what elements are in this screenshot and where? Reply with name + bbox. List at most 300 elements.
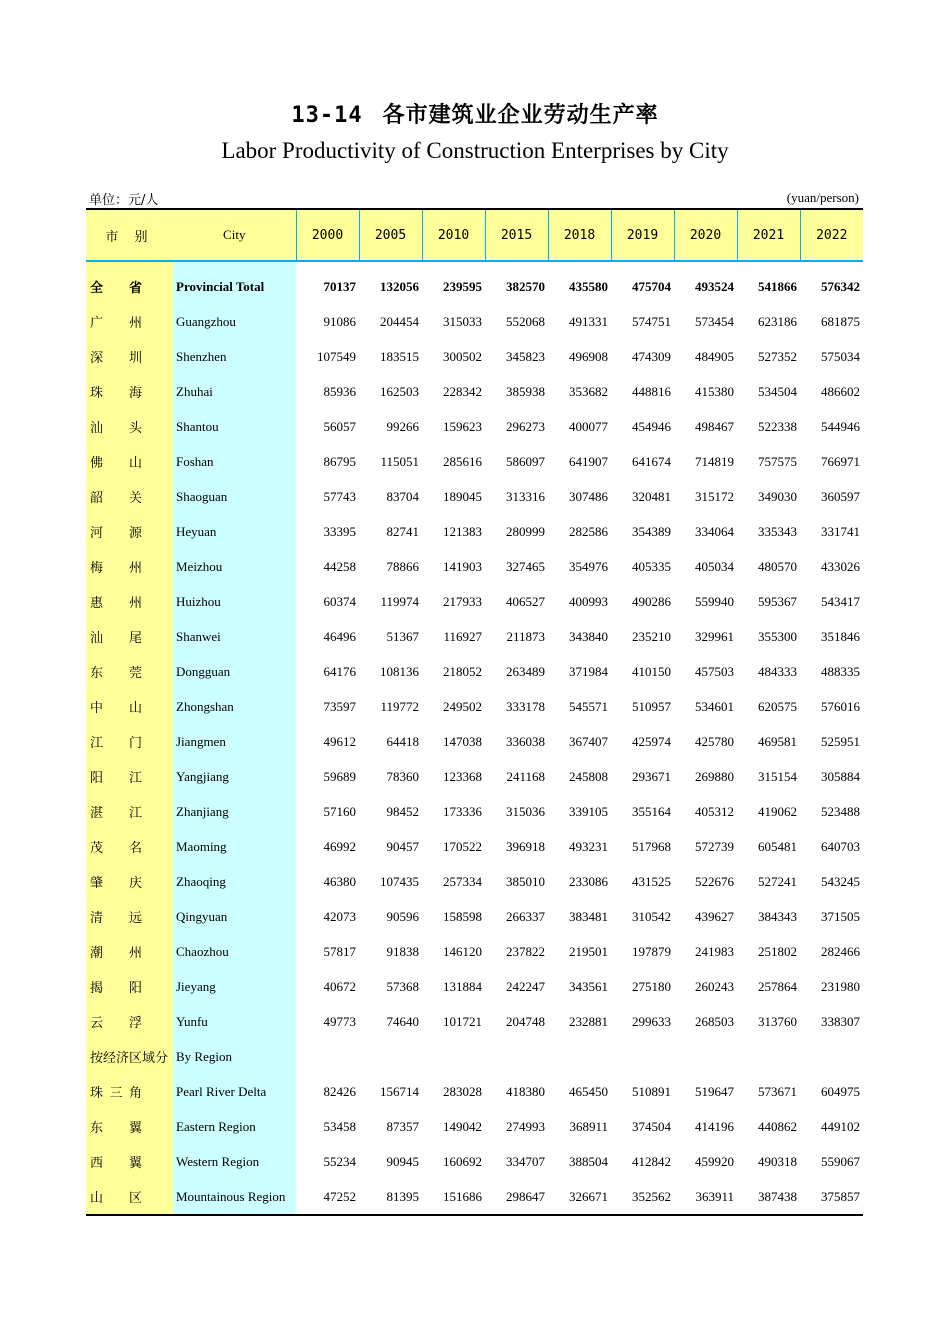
row-label-cn-text: 河源 [90, 526, 142, 541]
value-cell: 484905 [695, 348, 734, 364]
row-label-cn-text: 按经济区域分 [90, 1051, 169, 1066]
value-cell: 47252 [296, 1179, 359, 1215]
value-cell: 433026 [821, 558, 860, 574]
page-title-cn [0, 98, 950, 129]
header-year: 2000 [296, 209, 359, 261]
value-cell: 523488 [821, 803, 860, 819]
value-cell: 498467 [695, 418, 734, 434]
value-cell: 490286 [632, 593, 671, 609]
value-cell: 46496 [323, 628, 356, 644]
value-cell: 123368 [443, 768, 482, 784]
value-cell: 60374 [323, 593, 356, 609]
value-cell: 251802 [758, 943, 797, 959]
value-cell: 151686 [422, 1179, 485, 1215]
data-table [86, 208, 863, 1216]
value-cell: 351846 [821, 628, 860, 644]
value-cell: 331741 [821, 523, 860, 539]
table-row [86, 654, 863, 689]
row-label-cn [86, 654, 173, 689]
value-cell: 315033 [443, 313, 482, 329]
value-cell: 298647 [485, 1179, 548, 1215]
value-cell: 415380 [695, 383, 734, 399]
value-cell: 326671 [548, 1179, 611, 1215]
row-label-cn-text: 揭阳 [90, 981, 142, 996]
value-cell: 239595 [443, 278, 482, 294]
value-cell: 59689 [323, 768, 356, 784]
value-cell: 170522 [443, 838, 482, 854]
row-label-cn-text: 汕头 [90, 421, 142, 436]
header-year: 2005 [359, 209, 422, 261]
value-cell: 490318 [758, 1153, 797, 1169]
value-cell: 385938 [506, 383, 545, 399]
row-label-cn [86, 584, 173, 619]
value-cell: 517968 [632, 838, 671, 854]
value-cell: 545571 [569, 698, 608, 714]
value-cell: 87357 [386, 1118, 419, 1134]
title-cn-text: 各市建筑业企业劳动生产率 [382, 103, 659, 128]
header-year: 2021 [737, 209, 800, 261]
row-label-cn-text: 广州 [90, 316, 142, 331]
value-cell: 493524 [695, 278, 734, 294]
value-cell: 266337 [506, 908, 545, 924]
row-label-cn-text: 梅州 [90, 561, 142, 576]
value-cell: 576342 [821, 278, 860, 294]
value-cell: 307486 [569, 488, 608, 504]
value-cell: 147038 [443, 733, 482, 749]
row-label-en: Yunfu [173, 1004, 296, 1039]
value-cell: 486602 [821, 383, 860, 399]
row-label-cn-text: 肇庆 [90, 876, 142, 891]
value-cell: 354976 [569, 558, 608, 574]
value-cell: 334707 [506, 1153, 545, 1169]
table-row [86, 899, 863, 934]
value-cell [422, 1039, 485, 1074]
value-cell: 90596 [386, 908, 419, 924]
table-row [86, 969, 863, 1004]
value-cell: 576016 [821, 698, 860, 714]
table-row [86, 689, 863, 724]
value-cell: 217933 [443, 593, 482, 609]
row-label-cn [86, 969, 173, 1004]
row-label-cn-text: 汕尾 [90, 631, 142, 646]
row-label-cn [86, 374, 173, 409]
value-cell: 425780 [695, 733, 734, 749]
value-cell: 385010 [506, 873, 545, 889]
value-cell: 343840 [569, 628, 608, 644]
value-cell: 149042 [443, 1118, 482, 1134]
row-label-en: Dongguan [173, 654, 296, 689]
value-cell: 107549 [317, 348, 356, 364]
value-cell: 375857 [800, 1179, 863, 1215]
value-cell: 64176 [323, 663, 356, 679]
value-cell: 70137 [323, 278, 356, 294]
value-cell: 641674 [632, 453, 671, 469]
value-cell: 204454 [380, 313, 419, 329]
row-label-en: Jieyang [173, 969, 296, 1004]
row-label-en: By Region [173, 1039, 296, 1074]
row-label-cn-text: 山区 [90, 1191, 142, 1206]
value-cell: 573454 [695, 313, 734, 329]
value-cell: 354389 [632, 523, 671, 539]
value-cell: 269880 [695, 768, 734, 784]
value-cell: 300502 [443, 348, 482, 364]
value-cell: 714819 [695, 453, 734, 469]
value-cell: 42073 [323, 908, 356, 924]
value-cell: 82426 [323, 1083, 356, 1099]
value-cell: 83704 [386, 488, 419, 504]
value-cell [737, 1039, 800, 1074]
value-cell: 541866 [758, 278, 797, 294]
table-row [86, 479, 863, 514]
value-cell: 235210 [632, 628, 671, 644]
value-cell: 282466 [821, 943, 860, 959]
row-label-cn-text: 惠州 [90, 596, 142, 611]
row-label-cn [86, 514, 173, 549]
value-cell: 101721 [443, 1013, 482, 1029]
value-cell: 480570 [758, 558, 797, 574]
value-cell: 681875 [821, 313, 860, 329]
row-label-cn-text: 茂名 [90, 841, 142, 856]
value-cell: 405034 [695, 558, 734, 574]
value-cell: 141903 [443, 558, 482, 574]
row-label-cn [86, 269, 173, 304]
value-cell: 475704 [632, 278, 671, 294]
value-cell: 449102 [821, 1118, 860, 1134]
value-cell: 572739 [695, 838, 734, 854]
table-row [86, 339, 863, 374]
row-label-en: Shanwei [173, 619, 296, 654]
value-cell: 305884 [821, 768, 860, 784]
value-cell: 367407 [569, 733, 608, 749]
value-cell: 263489 [506, 663, 545, 679]
row-label-en: Huizhou [173, 584, 296, 619]
value-cell: 245808 [569, 768, 608, 784]
row-label-cn-text: 韶关 [90, 491, 142, 506]
row-label-cn [86, 479, 173, 514]
value-cell: 387438 [737, 1179, 800, 1215]
value-cell: 260243 [695, 978, 734, 994]
row-label-cn-text: 全省 [90, 281, 142, 296]
value-cell: 64418 [386, 733, 419, 749]
row-label-cn [86, 1144, 173, 1179]
value-cell: 414196 [695, 1118, 734, 1134]
value-cell: 73597 [323, 698, 356, 714]
table-row [86, 619, 863, 654]
value-cell: 90457 [386, 838, 419, 854]
table-row [86, 1109, 863, 1144]
row-label-en: Shenzhen [173, 339, 296, 374]
value-cell: 299633 [632, 1013, 671, 1029]
value-cell: 49773 [323, 1013, 356, 1029]
table-header-row [86, 209, 863, 261]
value-cell: 334064 [695, 523, 734, 539]
table-number: 13-14 [291, 103, 363, 128]
value-cell: 766971 [821, 453, 860, 469]
value-cell: 116927 [443, 628, 482, 644]
value-cell: 396918 [506, 838, 545, 854]
row-label-en: Zhanjiang [173, 794, 296, 829]
value-cell: 115051 [380, 453, 419, 469]
value-cell: 57743 [323, 488, 356, 504]
value-cell: 543417 [821, 593, 860, 609]
table-row [86, 514, 863, 549]
row-label-en: Mountainous Region [173, 1179, 296, 1215]
value-cell: 559940 [695, 593, 734, 609]
value-cell: 162503 [380, 383, 419, 399]
row-label-cn [86, 899, 173, 934]
value-cell: 419062 [758, 803, 797, 819]
value-cell: 91086 [323, 313, 356, 329]
value-cell: 448816 [632, 383, 671, 399]
value-cell: 465450 [569, 1083, 608, 1099]
value-cell: 268503 [695, 1013, 734, 1029]
unit-label-en: (yuan/person) [786, 190, 859, 205]
table-row [86, 444, 863, 479]
value-cell: 620575 [758, 698, 797, 714]
value-cell: 641907 [569, 453, 608, 469]
table-row [86, 934, 863, 969]
spacer-row [86, 261, 863, 269]
row-label-cn-text: 云浮 [90, 1016, 142, 1031]
value-cell: 355300 [758, 628, 797, 644]
row-label-cn [86, 1039, 173, 1074]
value-cell: 345823 [506, 348, 545, 364]
table-row [86, 1039, 863, 1074]
header-city-cn: 市 别 [86, 209, 173, 261]
value-cell: 146120 [443, 943, 482, 959]
table-row [86, 759, 863, 794]
value-cell: 412842 [632, 1153, 671, 1169]
value-cell: 519647 [695, 1083, 734, 1099]
table-row [86, 409, 863, 444]
page-title-en: Labor Productivity of Construction Enterprises by City [221, 138, 729, 163]
value-cell: 586097 [506, 453, 545, 469]
value-cell: 158598 [443, 908, 482, 924]
value-cell: 400077 [569, 418, 608, 434]
value-cell [674, 1039, 737, 1074]
value-cell: 405335 [632, 558, 671, 574]
value-cell: 435580 [569, 278, 608, 294]
value-cell: 56057 [323, 418, 356, 434]
value-cell: 173336 [443, 803, 482, 819]
value-cell: 527352 [758, 348, 797, 364]
value-cell: 605481 [758, 838, 797, 854]
value-cell: 233086 [569, 873, 608, 889]
value-cell: 55234 [323, 1153, 356, 1169]
value-cell: 156714 [380, 1083, 419, 1099]
value-cell: 640703 [821, 838, 860, 854]
value-cell [800, 1039, 863, 1074]
row-label-cn [86, 829, 173, 864]
value-cell: 315172 [695, 488, 734, 504]
value-cell: 197879 [632, 943, 671, 959]
table-row [86, 1179, 863, 1215]
row-label-cn-text: 清远 [90, 911, 142, 926]
value-cell: 491331 [569, 313, 608, 329]
table-row [86, 584, 863, 619]
value-cell: 320481 [632, 488, 671, 504]
value-cell: 257864 [758, 978, 797, 994]
value-cell [359, 1039, 422, 1074]
value-cell: 623186 [758, 313, 797, 329]
row-label-cn-text: 珠三角 [90, 1086, 142, 1101]
value-cell: 218052 [443, 663, 482, 679]
value-cell: 604975 [821, 1083, 860, 1099]
value-cell: 360597 [821, 488, 860, 504]
value-cell: 371984 [569, 663, 608, 679]
value-cell: 573671 [758, 1083, 797, 1099]
value-cell [485, 1039, 548, 1074]
row-label-cn [86, 794, 173, 829]
value-cell: 595367 [758, 593, 797, 609]
row-label-cn [86, 759, 173, 794]
value-cell: 355164 [632, 803, 671, 819]
table-row [86, 549, 863, 584]
value-cell: 74640 [386, 1013, 419, 1029]
table-row [86, 269, 863, 304]
value-cell: 296273 [506, 418, 545, 434]
row-label-en: Provincial Total [173, 269, 296, 304]
row-label-cn-text: 深圳 [90, 351, 142, 366]
value-cell: 575034 [821, 348, 860, 364]
row-label-en: Zhaoqing [173, 864, 296, 899]
table-row [86, 724, 863, 759]
row-label-cn [86, 689, 173, 724]
header-year: 2020 [674, 209, 737, 261]
value-cell: 285616 [443, 453, 482, 469]
value-cell: 131884 [443, 978, 482, 994]
value-cell: 493231 [569, 838, 608, 854]
row-label-cn [86, 934, 173, 969]
value-cell: 552068 [506, 313, 545, 329]
value-cell: 525951 [821, 733, 860, 749]
value-cell: 382570 [506, 278, 545, 294]
value-cell: 383481 [569, 908, 608, 924]
value-cell: 132056 [380, 278, 419, 294]
value-cell: 534601 [695, 698, 734, 714]
value-cell: 160692 [443, 1153, 482, 1169]
value-cell: 418380 [506, 1083, 545, 1099]
row-label-en: Qingyuan [173, 899, 296, 934]
row-label-en: Western Region [173, 1144, 296, 1179]
value-cell: 40672 [323, 978, 356, 994]
value-cell: 275180 [632, 978, 671, 994]
value-cell: 388504 [569, 1153, 608, 1169]
value-cell: 86795 [323, 453, 356, 469]
value-cell: 522338 [758, 418, 797, 434]
value-cell: 522676 [695, 873, 734, 889]
value-cell: 242247 [506, 978, 545, 994]
value-cell: 343561 [569, 978, 608, 994]
row-label-cn-text: 佛山 [90, 456, 142, 471]
row-label-cn-text: 西翼 [90, 1156, 142, 1171]
value-cell: 108136 [380, 663, 419, 679]
value-cell: 85936 [323, 383, 356, 399]
value-cell: 353682 [569, 383, 608, 399]
row-label-cn-text: 东翼 [90, 1121, 142, 1136]
value-cell: 352562 [611, 1179, 674, 1215]
table-row [86, 304, 863, 339]
value-cell: 559067 [821, 1153, 860, 1169]
table-row [86, 794, 863, 829]
row-label-en: Guangzhou [173, 304, 296, 339]
value-cell: 57160 [323, 803, 356, 819]
table-row [86, 1004, 863, 1039]
value-cell: 78360 [386, 768, 419, 784]
value-cell: 46992 [323, 838, 356, 854]
value-cell: 510957 [632, 698, 671, 714]
row-label-en: Foshan [173, 444, 296, 479]
row-label-en: Zhongshan [173, 689, 296, 724]
value-cell: 335343 [758, 523, 797, 539]
value-cell: 368911 [569, 1118, 608, 1134]
value-cell: 57368 [386, 978, 419, 994]
value-cell: 439627 [695, 908, 734, 924]
value-cell: 231980 [821, 978, 860, 994]
value-cell: 488335 [821, 663, 860, 679]
value-cell: 371505 [821, 908, 860, 924]
value-cell: 384343 [758, 908, 797, 924]
row-label-cn-text: 潮州 [90, 946, 142, 961]
value-cell: 274993 [506, 1118, 545, 1134]
value-cell: 78866 [386, 558, 419, 574]
value-cell: 81395 [359, 1179, 422, 1215]
value-cell: 469581 [758, 733, 797, 749]
value-cell: 241983 [695, 943, 734, 959]
value-cell: 338307 [821, 1013, 860, 1029]
header-year: 2022 [800, 209, 863, 261]
table-row [86, 1144, 863, 1179]
value-cell: 49612 [323, 733, 356, 749]
value-cell [611, 1039, 674, 1074]
row-label-cn [86, 444, 173, 479]
value-cell: 510891 [632, 1083, 671, 1099]
value-cell: 228342 [443, 383, 482, 399]
value-cell: 527241 [758, 873, 797, 889]
row-label-en: Heyuan [173, 514, 296, 549]
value-cell: 33395 [323, 523, 356, 539]
value-cell: 534504 [758, 383, 797, 399]
value-cell: 431525 [632, 873, 671, 889]
value-cell: 339105 [569, 803, 608, 819]
value-cell: 46380 [323, 873, 356, 889]
table-body [86, 261, 863, 1215]
value-cell: 99266 [386, 418, 419, 434]
row-label-cn-text: 江门 [90, 736, 142, 751]
row-label-cn-text: 珠海 [90, 386, 142, 401]
header-year: 2010 [422, 209, 485, 261]
header-year: 2019 [611, 209, 674, 261]
value-cell: 219501 [569, 943, 608, 959]
row-label-en: Chaozhou [173, 934, 296, 969]
row-label-en: Pearl River Delta [173, 1074, 296, 1109]
row-label-en: Zhuhai [173, 374, 296, 409]
header-year: 2018 [548, 209, 611, 261]
value-cell: 293671 [632, 768, 671, 784]
row-label-cn-text: 湛江 [90, 806, 142, 821]
value-cell: 119974 [380, 593, 419, 609]
value-cell: 459920 [695, 1153, 734, 1169]
value-cell: 349030 [758, 488, 797, 504]
value-cell: 44258 [323, 558, 356, 574]
value-cell: 474309 [632, 348, 671, 364]
value-cell: 329961 [695, 628, 734, 644]
value-cell: 405312 [695, 803, 734, 819]
value-cell: 374504 [632, 1118, 671, 1134]
value-cell: 574751 [632, 313, 671, 329]
table-row [86, 829, 863, 864]
value-cell: 313760 [758, 1013, 797, 1029]
